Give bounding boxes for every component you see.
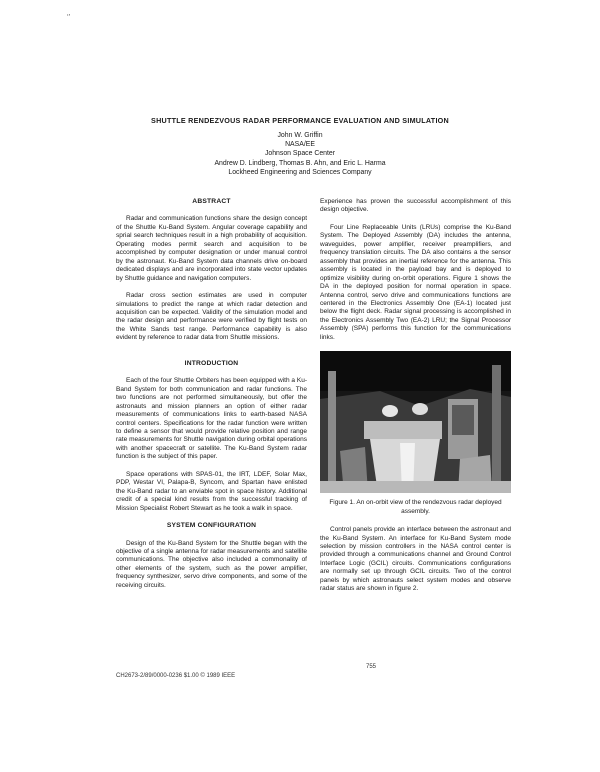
introduction-heading: INTRODUCTION xyxy=(184,359,239,367)
coauthor-company: Lockheed Engineering and Sciences Company xyxy=(228,168,372,176)
author-name: John W. Griffin xyxy=(277,132,323,139)
lru-paragraph: Four Line Replaceable Units (LRUs) comprise the Ku-Band System. The Deployed Assembly (DA) includes the antenna, waveguides, power amplifier, receiver preamplifiers, and frequency translation circuits. The DA also contains a the sensor assembly that provides an inertial reference for the antenna. This assembly is located in the payload bay and is deployed to optimize visibility during on-orbit operations. Figure 1 shows the DA in the deployed position for normal operation in space. Antenna control, servo drive and communications functions are centered in the Electronics Assembly One (EA-1) located just below the flight deck. Radar signal processing is accomplished in the Electronics Assembly Two (EA-2) LRU; the Signal Processor Assembly (SPA) performs this function for the communications links. xyxy=(320,223,511,341)
right-column xyxy=(320,198,511,603)
corner-mark: ‘’ xyxy=(67,14,71,21)
footer-copyright: CH2673-2/89/0000-0236 $1.00 © 1989 IEEE xyxy=(116,673,236,679)
author-org: NASA/EE xyxy=(285,141,315,149)
introduction-paragraph-1: Each of the four Shuttle Orbiters has been equipped with a Ku-Band System for both communication and radar functions. The two functions are not performed simultaneously, but offer the astronauts and mission planners an option of either radar measurements of communications links to earth-based NASA control centers. Specifications for the radar function were written to define a sensor that would provide relative position and range rate measurements for Shuttle navigation during orbital operations with another spacecraft or satellite. The Ku-Band System radar function is the subject of this paper. xyxy=(116,377,307,461)
author-center: Johnson Space Center xyxy=(264,150,336,158)
left-column xyxy=(116,198,307,599)
abstract-paragraph-2: Radar cross section estimates are used in computer simulations to predict the range at which radar detection and acquisition can be expected. Validity of the simulation model and the radar design and performance were verified by flight tests on the White Sands test range. Performance capability is also evident by reference to radar data from Shuttle missions. xyxy=(116,292,307,342)
continued-paragraph: Experience has proven the successful accomplishment of this design objective. xyxy=(320,198,511,214)
page-number: 755 xyxy=(366,664,377,670)
figure-1-photo xyxy=(320,351,511,493)
abstract-paragraph-1: Radar and communication functions share the design concept of the Shuttle Ku-Band System. Angular coverage capability and sprial search techniques result in a high probability of acquisition. Operating modes permit search and acquisition to be accomplished by computer designation or under manual control by the astronaut. Ku-Band System data channels drive on-board dedicated displays and are incorporated into state vector updates by Shuttle guidance and navigation computers. xyxy=(116,215,307,282)
figure-1-caption: Figure 1. An on-orbit view of the rendezvous radar deployed assembly. xyxy=(329,499,502,515)
control-panels-paragraph: Control panels provide an interface between the astronaut and the Ku-Band System. An interface for Ku-Band System mode selection by mission controllers in the NASA control center is provided through a communications channel and Ground Control Interface Logic (GCIL) circuits. Communications configurations are normally set up through GCIL circuits. Two of the control panels by which astronauts select system modes and observe radar status are shown in figure 2. xyxy=(320,526,511,593)
author-block xyxy=(0,131,600,177)
paper-title: SHUTTLE RENDEZVOUS RADAR PERFORMANCE EVALUATION AND SIMULATION xyxy=(151,116,449,125)
coauthors: Andrew D. Lindberg, Thomas B. Ahn, and Eric L. Harma xyxy=(214,159,386,167)
abstract-heading: ABSTRACT xyxy=(192,198,231,205)
introduction-paragraph-2: Space operations with SPAS-01, the IRT, LDEF, Solar Max, PDP, Westar VI, Palapa-B, Syncom, and Spartan have enlisted the Ku-Band radar to an enviable spot in space history. Additional credit of a special kind results from the successful tracking of Mission Specialist Robert Stewart as he took a walk in space. xyxy=(116,470,307,512)
system-configuration-paragraph-1: Design of the Ku-Band System for the Shuttle began with the objective of a single antenna for radar measurements and satellite communications. The objective also included a commonality of other elements of the system, such as the power amplifier, frequency synthesizer, servo drive components, and some of the receiving circuits. xyxy=(116,539,307,589)
system-configuration-heading: SYSTEM CONFIGURATION xyxy=(166,522,257,530)
